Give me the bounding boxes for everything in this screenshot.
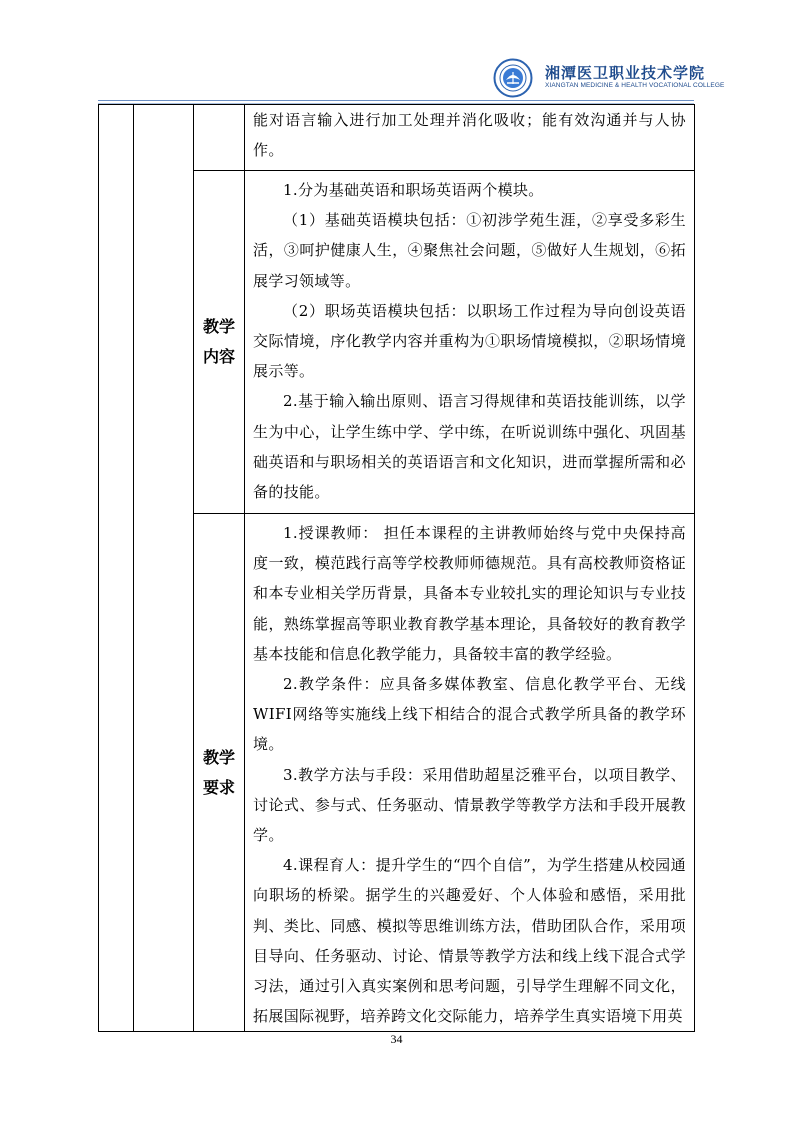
label-teaching-content-line2: 内容 [202,347,235,366]
college-seal-icon [493,58,533,98]
requirements-paragraph: 4.课程育人：提升学生的“四个自信”，为学生搭建从校园通向职场的桥梁。据学生的兴趣爱好、个人体验和感悟，采用批判、类比、同感、模拟等思维训练方法，借助团队合作，采用项目导向、任务驱动、讨论、情景等教学方法和线上线下混合式学习法，通过引入真实案例和思考问题，引导学生理解不同文化，拓展国际视野，培养跨文化交际能力，培养学生真实语境下用英 [253,856,686,1026]
school-name-cn: 湘潭医卫职业技术学院 [545,64,706,82]
label-teaching-requirements [194,514,245,1032]
table-row-continued [99,105,695,171]
label-teaching-requirements-line2: 要求 [202,777,235,797]
blank-label-cell [194,105,245,171]
requirements-paragraph: 2.教学条件：应具备多媒体教室、信息化教学平台、无线WIFI网络等实施线上线下相结合的混合式教学所具备的教学环境。 [253,675,686,754]
continued-content-cell [245,105,695,171]
label-teaching-content [194,171,245,514]
school-name-en: XIANGTAN MEDICINE & HEALTH VOCATIONAL COLLEGE [545,82,725,89]
college-logo [493,58,725,98]
blank-column-1 [99,105,134,1032]
label-teaching-content-line1: 教学 [202,317,235,336]
continued-text: 能对语言输入进行加工处理并消化吸收；能有效沟通并与人协作。 [253,111,686,160]
content-paragraph: 1.分为基础英语和职场英语两个模块。 [283,181,544,199]
blank-column-2 [134,105,194,1032]
requirements-paragraph: 3.教学方法与手段：采用借助超星泛雅平台，以项目教学、讨论式、参与式、任务驱动、情景教学等教学方法和手段开展教学。 [253,765,686,845]
course-table [98,104,695,1032]
content-paragraph: （1）基础英语模块包括：①初涉学苑生涯，②享受多彩生活，③呵护健康人生，④聚焦社会问题，⑤做好人生规划，⑥拓展学习领域等。 [253,211,686,290]
label-teaching-requirements-line1: 教学 [202,747,235,767]
content-paragraph: 2.基于输入输出原则、语言习得规律和英语技能训练，以学生为中心，让学生练中学、学中练，在听说训练中强化、巩固基础英语和与职场相关的英语语言和文化知识，进而掌握所需和必备的技能。 [253,392,686,502]
teaching-requirements-cell [245,514,695,1032]
page-number: 34 [390,1032,403,1046]
requirements-paragraph: 1.授课教师： 担任本课程的主讲教师始终与党中央保持高度一致，模范践行高等学校教师师德规范。具有高校教师资格证和本专业相关学历背景，具备本专业较扎实的理论知识与专业技能，熟练掌握高等职业教育教学基本理论，具备较好的教育教学基本技能和信息化教学能力，具备较丰富的教学经验。 [253,524,686,663]
teaching-content-cell [245,171,695,514]
header-rule [98,100,694,101]
content-paragraph: （2）职场英语模块包括：以职场工作过程为导向创设英语交际情境，序化教学内容并重构为①职场情境模拟，②职场情境展示等。 [253,301,686,381]
